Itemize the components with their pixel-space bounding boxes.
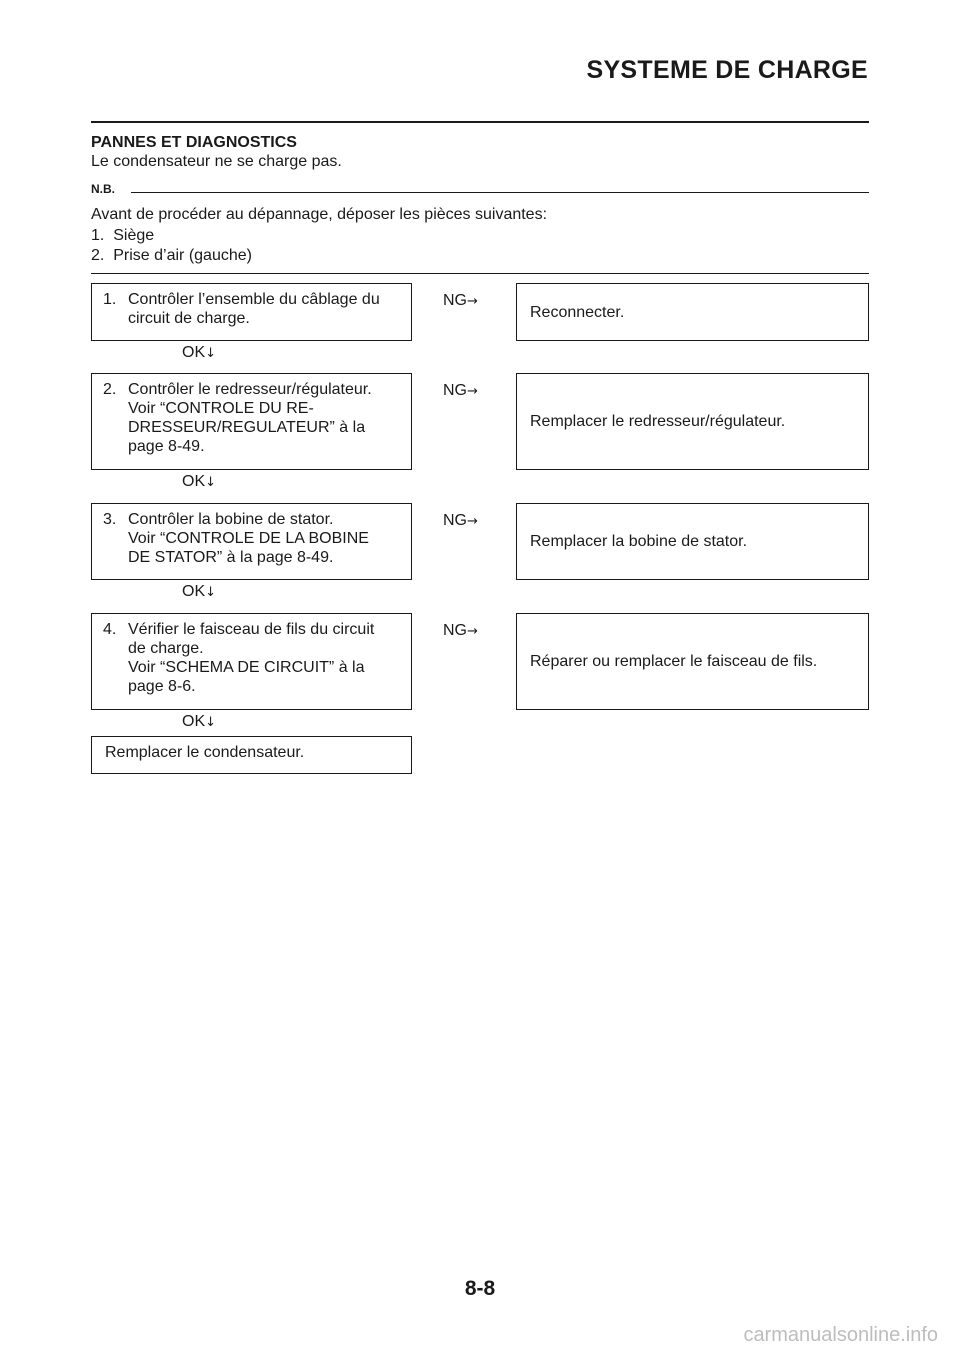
note-divider: [131, 192, 869, 193]
note-list: [91, 226, 252, 266]
action-text: Réparer ou remplacer le faisceau de fils.: [530, 653, 818, 670]
step-line: de charge.: [128, 640, 204, 657]
action-text: Remplacer la bobine de stator.: [530, 533, 748, 550]
note-end-divider: [91, 273, 869, 274]
page-title: SYSTEME DE CHARGE: [586, 56, 868, 84]
ok-label: OK↓: [182, 713, 217, 730]
note-label: N.B.: [91, 182, 115, 196]
note-item-number: 2.: [91, 247, 105, 264]
note-item-number: 1.: [91, 227, 105, 244]
ok-label: OK↓: [182, 344, 217, 361]
step-number: 2.: [103, 381, 117, 398]
action-box-4: [516, 613, 869, 710]
step-line: Contrôler le redresseur/régulateur.: [128, 381, 372, 398]
action-text: Remplacer le redresseur/régulateur.: [530, 413, 786, 430]
action-box-2: [516, 373, 869, 470]
note-text: Avant de procéder au dépannage, déposer les pièces suivantes:: [91, 206, 548, 223]
action-box-1: [516, 283, 869, 341]
down-arrow-icon: ↓: [205, 715, 217, 730]
symptom-text: Le condensateur ne se charge pas.: [91, 153, 342, 170]
note-item-text: Prise d’air (gauche): [113, 247, 252, 264]
down-arrow-icon: ↓: [205, 346, 217, 361]
step-number: 3.: [103, 511, 117, 528]
action-box-3: [516, 503, 869, 580]
note-list-item: [91, 226, 252, 246]
step-box-4: [91, 613, 412, 710]
section-heading: PANNES ET DIAGNOSTICS: [91, 134, 297, 151]
final-action-box: [91, 736, 412, 774]
watermark: carmanualsonline.info: [743, 1324, 938, 1346]
down-arrow-icon: ↓: [205, 585, 217, 600]
ok-label: OK↓: [182, 583, 217, 600]
step-box-3: [91, 503, 412, 580]
right-arrow-icon: →: [467, 514, 478, 529]
step-box-2: [91, 373, 412, 470]
step-line: Contrôler l’ensemble du câblage du: [128, 291, 380, 308]
step-line: circuit de charge.: [128, 310, 250, 327]
down-arrow-icon: ↓: [205, 475, 217, 490]
step-number: 4.: [103, 621, 117, 638]
ok-label: OK↓: [182, 473, 217, 490]
ng-label: NG→: [443, 292, 478, 309]
title-divider: [91, 121, 869, 123]
step-line: Vérifier le faisceau de fils du circuit: [128, 621, 375, 638]
step-line: Voir “SCHEMA DE CIRCUIT” à la: [128, 659, 365, 676]
ng-label: NG→: [443, 512, 478, 529]
right-arrow-icon: →: [467, 384, 478, 399]
right-arrow-icon: →: [467, 624, 478, 639]
ng-label: NG→: [443, 382, 478, 399]
step-box-1: [91, 283, 412, 341]
ng-label: NG→: [443, 622, 478, 639]
step-line: page 8-49.: [128, 438, 205, 455]
step-line: Voir “CONTROLE DU RE-: [128, 400, 314, 417]
right-arrow-icon: →: [467, 294, 478, 309]
action-text: Reconnecter.: [530, 303, 625, 321]
step-number: 1.: [103, 291, 117, 308]
note-item-text: Siège: [113, 227, 155, 244]
step-line: page 8-6.: [128, 678, 196, 695]
note-list-item: [91, 246, 252, 266]
step-line: Voir “CONTROLE DE LA BOBINE: [128, 530, 369, 547]
step-line: DE STATOR” à la page 8-49.: [128, 549, 334, 566]
step-line: Contrôler la bobine de stator.: [128, 511, 334, 528]
step-line: DRESSEUR/REGULATEUR” à la: [128, 419, 366, 436]
page-number: 8-8: [464, 1277, 496, 1300]
final-action-text: Remplacer le condensateur.: [105, 744, 305, 761]
